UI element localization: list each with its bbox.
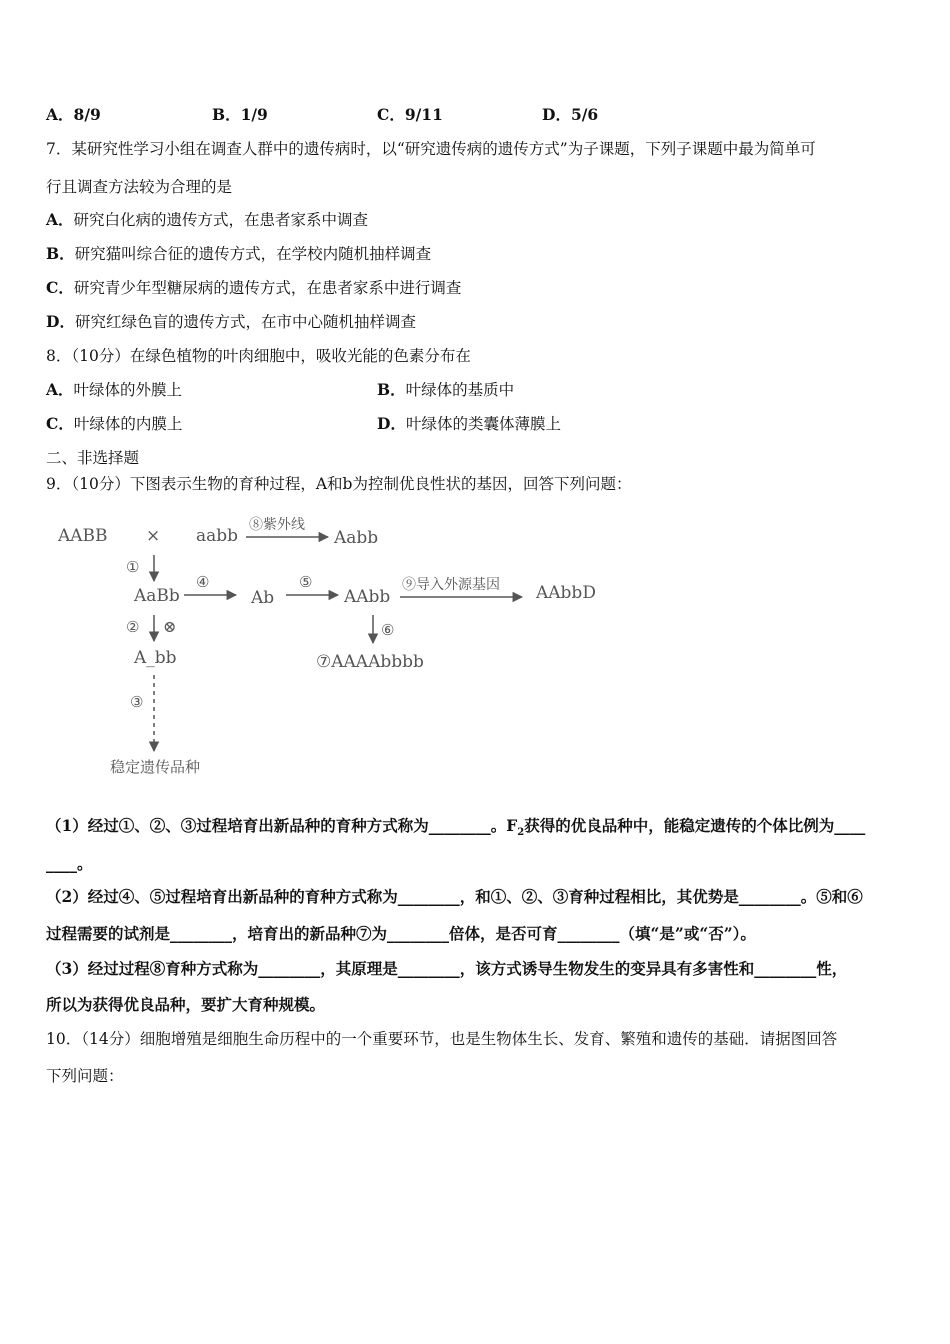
q6-option-b: B．1/9 [212,105,268,124]
q7-option-b: B．研究猫叫综合征的遗传方式，在学校内随机抽样调查 [46,244,432,263]
step1-label: ① [126,558,140,576]
q8-option-c: C．叶绿体的内膜上 [46,414,183,433]
step4-label: ④ [196,573,210,591]
q9-part2-line1: （2）经过④、⑤过程培育出新品种的育种方式称为________，和①、②、③育种过程相比，其优势是________。⑤和⑥ [46,887,863,906]
genotype-aabb2: AAbb [344,587,391,607]
q9-part2-line2: 过程需要的试剂是________，培育出的新品种⑦为________倍体，是否可育________（填“是”或“否”）。 [46,924,756,943]
q8-option-d: D．叶绿体的类囊体薄膜上 [377,414,561,433]
q9-part3-line2: 所以为获得优良品种，要扩大育种规模。 [46,995,326,1014]
selfing-symbol: ⊗ [163,617,177,636]
genotype-aabb-result: Aabb [334,528,379,548]
genotype-f1: AaBb [134,586,180,606]
q7-option-c: C．研究青少年型糖尿病的遗传方式，在患者家系中进行调查 [46,278,462,297]
q8-option-a: A．叶绿体的外膜上 [46,380,183,399]
q9-part3-line1: （3）经过过程⑧育种方式称为________，其原理是________，该方式诱导生物发生的变异具有多害性和________性， [46,959,848,978]
q10-stem-line2: 下列问题： [46,1067,124,1085]
step2-label: ② [126,618,140,636]
genotype-aabb-parent2: aabb [196,526,239,546]
step3-label: ③ [130,693,144,711]
genotype-aabb-parent1: AABB [58,526,108,546]
genotype-aaaabbbb: ⑦AAAAbbbb [316,652,424,672]
step5-label: ⑤ [299,573,313,591]
cross-symbol: × [146,526,161,546]
section-heading: 二、非选择题 [46,449,140,467]
genotype-ab: Ab [251,588,275,608]
genotype-a-bb: A_bb [134,648,177,668]
step8-label: ⑧紫外线 [249,517,305,533]
q6-option-d: D．5/6 [542,105,599,124]
step9-label: ⑨导入外源基因 [402,577,500,593]
q8-option-b: B．叶绿体的基质中 [377,380,515,399]
q9-part1-line1: （1）经过①、②、③过程培育出新品种的育种方式称为________。$F_2$获得的优良品种中，能稳定遗传的个体比例为____ [46,816,866,839]
breeding-diagram [46,505,646,795]
stable-variety-label: 稳定遗传品种 [110,758,201,776]
step6-label: ⑥ [381,621,395,639]
q7-option-a: A．研究白化病的遗传方式，在患者家系中调查 [46,210,369,229]
q7-option-d: D．研究红绿色盲的遗传方式，在市中心随机抽样调查 [46,312,416,331]
q6-option-c: C．9/11 [377,105,443,124]
q7-stem-line1: 7．某研究性学习小组在调查人群中的遗传病时，以“研究遗传病的遗传方式”为子课题，下列子课题中最为简单可 [46,140,816,158]
q9-part1-line2: ____。 [46,854,93,873]
q6-option-a: A．8/9 [46,105,101,124]
q8-stem: 8．（10分）在绿色植物的叶肉细胞中，吸收光能的色素分布在 [46,347,471,365]
q10-stem-line1: 10．（14分）细胞增殖是细胞生命历程中的一个重要环节，也是生物体生长、发育、繁殖和遗传的基础．请据图回答 [46,1030,838,1048]
q9-stem: 9．（10分）下图表示生物的育种过程，A和b为控制优良性状的基因，回答下列问题： [46,475,632,493]
q7-stem-line2: 行且调查方法较为合理的是 [46,178,233,196]
genotype-aabbd: AAbbD [536,583,596,603]
